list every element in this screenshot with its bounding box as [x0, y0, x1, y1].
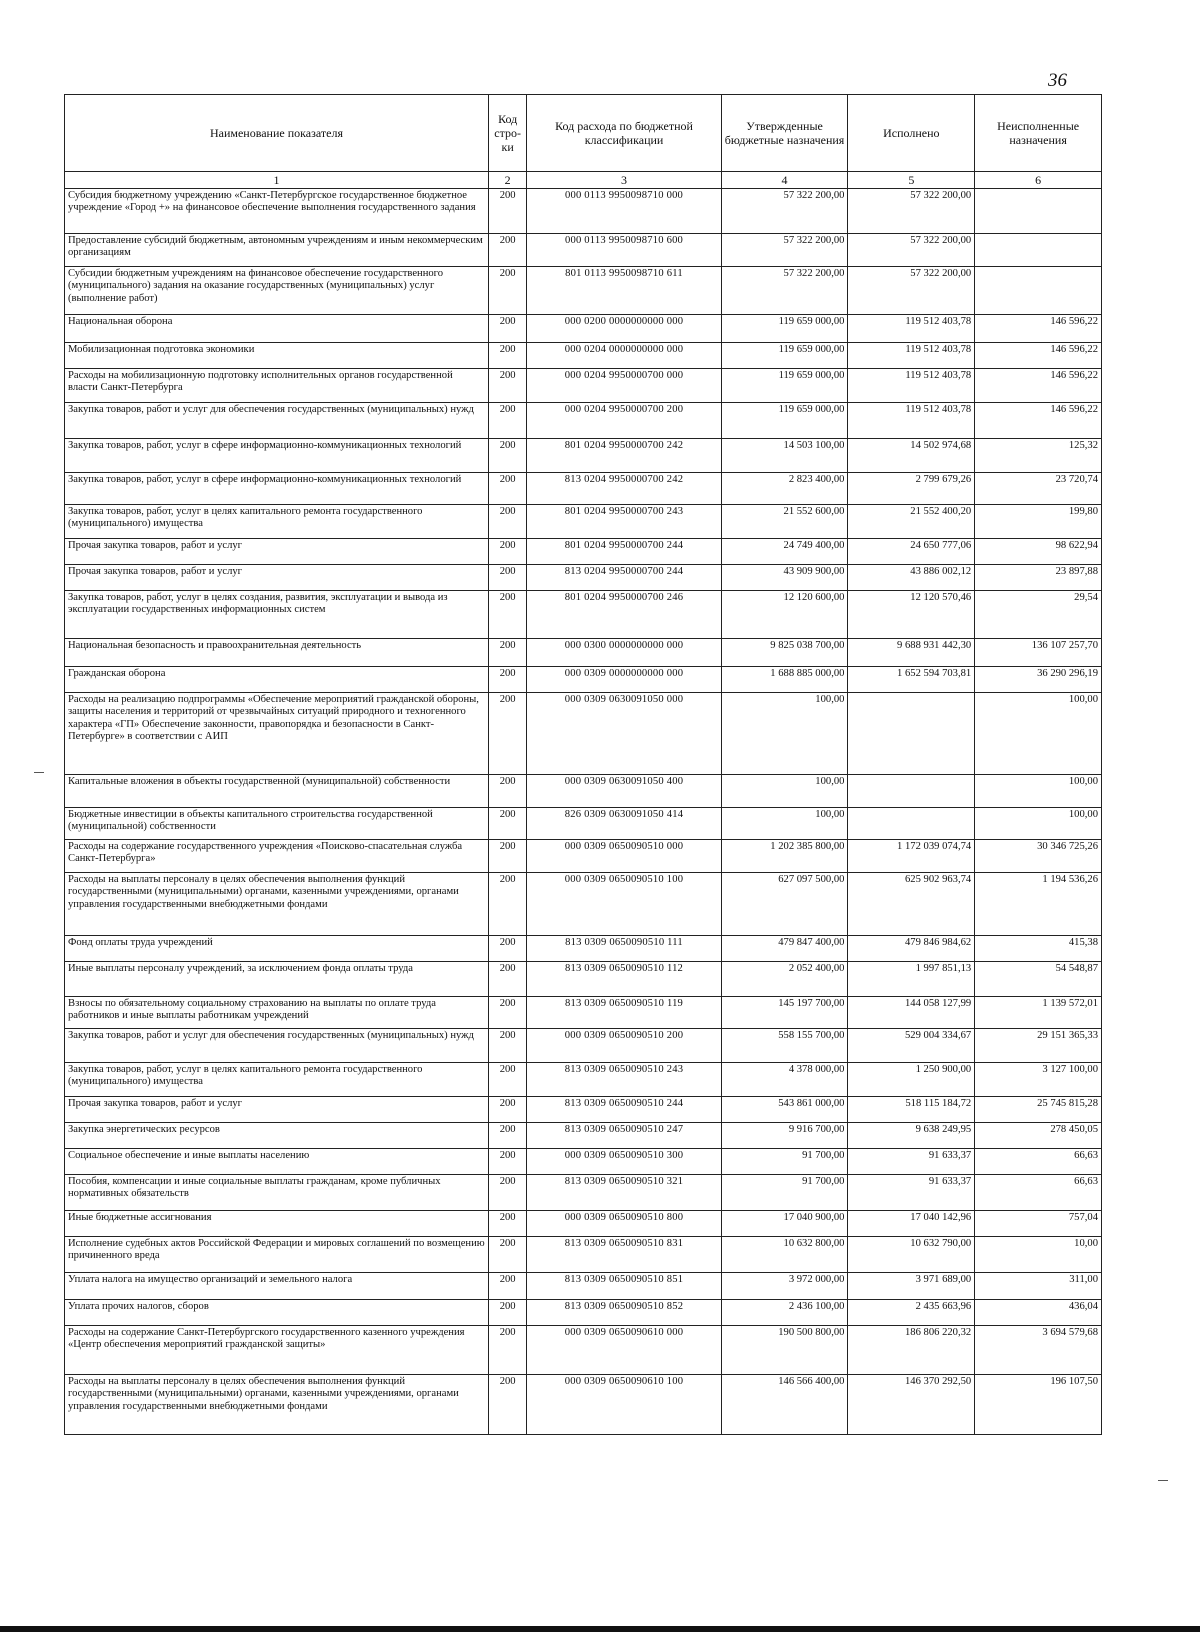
row-line-code: 200 [488, 962, 526, 997]
row-line-code: 200 [488, 775, 526, 808]
row-executed [848, 808, 975, 840]
row-line-code: 200 [488, 403, 526, 439]
table-row [65, 403, 1102, 439]
table-row [65, 667, 1102, 693]
row-name: Закупка товаров, работ, услуг в целях капитального ремонта государственного (муниципального) имущества [65, 505, 489, 539]
row-approved: 57 322 200,00 [721, 267, 848, 315]
row-line-code: 200 [488, 1123, 526, 1149]
table-row [65, 539, 1102, 565]
row-unexecuted: 1 194 536,26 [975, 873, 1102, 936]
row-expense-code: 813 0309 0650090510 831 [527, 1237, 721, 1273]
column-number: 3 [527, 172, 721, 189]
scan-edge [0, 1626, 1200, 1632]
table-row [65, 1029, 1102, 1063]
column-number: 1 [65, 172, 489, 189]
page-number: 36 [1048, 70, 1067, 91]
table-row [65, 1300, 1102, 1326]
row-approved: 119 659 000,00 [721, 343, 848, 369]
row-expense-code: 801 0204 9950000700 244 [527, 539, 721, 565]
row-expense-code: 000 0309 0650090510 300 [527, 1149, 721, 1175]
row-unexecuted: 23 897,88 [975, 565, 1102, 591]
row-line-code: 200 [488, 473, 526, 505]
row-unexecuted [975, 189, 1102, 234]
table-row [65, 565, 1102, 591]
header-line-code: Код стро-ки [488, 95, 526, 172]
row-executed: 2 435 663,96 [848, 1300, 975, 1326]
row-unexecuted [975, 234, 1102, 267]
row-name: Расходы на содержание Санкт-Петербургского государственного казенного учреждения «Центр обеспечения мероприятий гражданской защиты» [65, 1326, 489, 1375]
row-expense-code: 000 0309 0650090510 200 [527, 1029, 721, 1063]
row-name: Закупка товаров, работ, услуг в сфере информационно-коммуникационных технологий [65, 439, 489, 473]
row-expense-code: 000 0309 0650090510 800 [527, 1211, 721, 1237]
row-unexecuted: 100,00 [975, 693, 1102, 775]
row-executed: 24 650 777,06 [848, 539, 975, 565]
row-name: Бюджетные инвестиции в объекты капитального строительства государственной (муниципальной) собственности [65, 808, 489, 840]
table-row [65, 808, 1102, 840]
row-approved: 57 322 200,00 [721, 234, 848, 267]
table-header [65, 95, 1102, 189]
row-line-code: 200 [488, 639, 526, 667]
table-row [65, 439, 1102, 473]
row-line-code: 200 [488, 1149, 526, 1175]
row-line-code: 200 [488, 315, 526, 343]
row-approved: 17 040 900,00 [721, 1211, 848, 1237]
row-executed: 10 632 790,00 [848, 1237, 975, 1273]
row-name: Расходы на выплаты персоналу в целях обеспечения выполнения функций государственными (муниципальными) органами, казенными учреждениями, органами управления государственными внебюджетными фондами [65, 873, 489, 936]
row-name: Субсидия бюджетному учреждению «Санкт-Петербургское государственное бюджетное учреждение «Город +» на финансовое обеспечение выполнения государственного задания [65, 189, 489, 234]
row-name: Закупка товаров, работ, услуг в целях капитального ремонта государственного (муниципального) имущества [65, 1063, 489, 1097]
table-row [65, 1211, 1102, 1237]
row-expense-code: 813 0309 0650090510 852 [527, 1300, 721, 1326]
row-name: Капитальные вложения в объекты государственной (муниципальной) собственности [65, 775, 489, 808]
table-row [65, 1097, 1102, 1123]
row-expense-code: 813 0309 0650090510 111 [527, 936, 721, 962]
row-line-code: 200 [488, 1097, 526, 1123]
row-executed: 3 971 689,00 [848, 1273, 975, 1300]
table-row [65, 591, 1102, 639]
row-unexecuted: 66,63 [975, 1175, 1102, 1211]
margin-mark [1158, 1480, 1168, 1481]
row-expense-code: 813 0309 0650090510 247 [527, 1123, 721, 1149]
row-approved: 146 566 400,00 [721, 1375, 848, 1435]
row-name: Исполнение судебных актов Российской Федерации и мировых соглашений по возмещению причиненного вреда [65, 1237, 489, 1273]
table-row [65, 775, 1102, 808]
row-name: Предоставление субсидий бюджетным, автономным учреждениям и иным некоммерческим организациям [65, 234, 489, 267]
row-approved: 100,00 [721, 693, 848, 775]
row-executed: 119 512 403,78 [848, 369, 975, 403]
row-approved: 91 700,00 [721, 1149, 848, 1175]
row-name: Закупка товаров, работ и услуг для обеспечения государственных (муниципальных) нужд [65, 403, 489, 439]
row-approved: 558 155 700,00 [721, 1029, 848, 1063]
row-unexecuted: 146 596,22 [975, 315, 1102, 343]
row-name: Прочая закупка товаров, работ и услуг [65, 565, 489, 591]
table-row [65, 1123, 1102, 1149]
table-row [65, 936, 1102, 962]
row-approved: 4 378 000,00 [721, 1063, 848, 1097]
row-name: Субсидии бюджетным учреждениям на финансовое обеспечение государственного (муниципального) задания на оказание государственных (муниципальных) услуг (выполнение работ) [65, 267, 489, 315]
row-expense-code: 813 0309 0650090510 244 [527, 1097, 721, 1123]
column-number: 6 [975, 172, 1102, 189]
row-name: Мобилизационная подготовка экономики [65, 343, 489, 369]
row-line-code: 200 [488, 1326, 526, 1375]
row-name: Пособия, компенсации и иные социальные выплаты гражданам, кроме публичных нормативных обязательств [65, 1175, 489, 1211]
row-name: Закупка энергетических ресурсов [65, 1123, 489, 1149]
row-approved: 10 632 800,00 [721, 1237, 848, 1273]
row-unexecuted: 196 107,50 [975, 1375, 1102, 1435]
row-line-code: 200 [488, 1237, 526, 1273]
row-expense-code: 000 0204 9950000700 000 [527, 369, 721, 403]
row-expense-code: 813 0204 9950000700 244 [527, 565, 721, 591]
row-unexecuted: 311,00 [975, 1273, 1102, 1300]
row-line-code: 200 [488, 369, 526, 403]
row-unexecuted: 36 290 296,19 [975, 667, 1102, 693]
row-line-code: 200 [488, 565, 526, 591]
row-line-code: 200 [488, 997, 526, 1029]
row-executed: 1 250 900,00 [848, 1063, 975, 1097]
row-executed: 119 512 403,78 [848, 315, 975, 343]
row-executed: 529 004 334,67 [848, 1029, 975, 1063]
row-unexecuted: 100,00 [975, 808, 1102, 840]
row-line-code: 200 [488, 1175, 526, 1211]
row-name: Уплата налога на имущество организаций и земельного налога [65, 1273, 489, 1300]
row-name: Уплата прочих налогов, сборов [65, 1300, 489, 1326]
row-executed: 17 040 142,96 [848, 1211, 975, 1237]
row-executed: 9 688 931 442,30 [848, 639, 975, 667]
row-unexecuted: 125,32 [975, 439, 1102, 473]
row-expense-code: 000 0204 9950000700 200 [527, 403, 721, 439]
row-unexecuted: 757,04 [975, 1211, 1102, 1237]
table-row [65, 1273, 1102, 1300]
table-row [65, 693, 1102, 775]
header-indicator-name: Наименование показателя [65, 95, 489, 172]
row-approved: 1 688 885 000,00 [721, 667, 848, 693]
row-expense-code: 813 0309 0650090510 112 [527, 962, 721, 997]
row-approved: 2 052 400,00 [721, 962, 848, 997]
row-executed: 91 633,37 [848, 1149, 975, 1175]
header-approved: Утвержденные бюджетные назначения [721, 95, 848, 172]
row-unexecuted: 1 139 572,01 [975, 997, 1102, 1029]
row-executed: 91 633,37 [848, 1175, 975, 1211]
row-expense-code: 000 0309 0000000000 000 [527, 667, 721, 693]
row-line-code: 200 [488, 439, 526, 473]
row-approved: 2 823 400,00 [721, 473, 848, 505]
row-expense-code: 000 0200 0000000000 000 [527, 315, 721, 343]
table-row [65, 1175, 1102, 1211]
row-expense-code: 000 0113 9950098710 600 [527, 234, 721, 267]
row-approved: 119 659 000,00 [721, 315, 848, 343]
row-expense-code: 801 0113 9950098710 611 [527, 267, 721, 315]
row-executed [848, 775, 975, 808]
row-executed: 9 638 249,95 [848, 1123, 975, 1149]
row-name: Иные бюджетные ассигнования [65, 1211, 489, 1237]
row-name: Взносы по обязательному социальному страхованию на выплаты по оплате труда работников и иные выплаты работникам учреждений [65, 997, 489, 1029]
row-unexecuted: 29,54 [975, 591, 1102, 639]
row-expense-code: 801 0204 9950000700 243 [527, 505, 721, 539]
table-body [65, 189, 1102, 1435]
row-executed: 119 512 403,78 [848, 403, 975, 439]
row-executed: 43 886 002,12 [848, 565, 975, 591]
table-row [65, 962, 1102, 997]
table-row [65, 369, 1102, 403]
row-unexecuted: 146 596,22 [975, 403, 1102, 439]
row-expense-code: 000 0309 0650090610 000 [527, 1326, 721, 1375]
row-name: Национальная безопасность и правоохранительная деятельность [65, 639, 489, 667]
row-name: Фонд оплаты труда учреждений [65, 936, 489, 962]
row-executed: 57 322 200,00 [848, 234, 975, 267]
table-row [65, 873, 1102, 936]
row-name: Национальная оборона [65, 315, 489, 343]
row-executed: 479 846 984,62 [848, 936, 975, 962]
row-line-code: 200 [488, 505, 526, 539]
row-executed: 21 552 400,20 [848, 505, 975, 539]
row-name: Расходы на реализацию подпрограммы «Обеспечение мероприятий гражданской обороны, защиты населения и территорий от чрезвычайных ситуаций природного и техногенного характера «ГП» Обеспечение законности, правопорядка и безопасности в Санкт-Петербурге» в соответствии с АИП [65, 693, 489, 775]
table-row [65, 505, 1102, 539]
table-row [65, 639, 1102, 667]
row-executed: 186 806 220,32 [848, 1326, 975, 1375]
row-name: Расходы на выплаты персоналу в целях обеспечения выполнения функций государственными (муниципальными) органами, казенными учреждениями, органами управления государственными внебюджетными фондами [65, 1375, 489, 1435]
row-unexecuted: 136 107 257,70 [975, 639, 1102, 667]
header-executed: Исполнено [848, 95, 975, 172]
row-approved: 1 202 385 800,00 [721, 840, 848, 873]
table-row [65, 1063, 1102, 1097]
table-row [65, 234, 1102, 267]
row-executed [848, 693, 975, 775]
row-line-code: 200 [488, 343, 526, 369]
row-unexecuted: 146 596,22 [975, 343, 1102, 369]
column-number: 4 [721, 172, 848, 189]
row-approved: 24 749 400,00 [721, 539, 848, 565]
row-unexecuted: 199,80 [975, 505, 1102, 539]
row-line-code: 200 [488, 1063, 526, 1097]
row-name: Закупка товаров, работ и услуг для обеспечения государственных (муниципальных) нужд [65, 1029, 489, 1063]
row-unexecuted: 30 346 725,26 [975, 840, 1102, 873]
row-executed: 2 799 679,26 [848, 473, 975, 505]
row-executed: 625 902 963,74 [848, 873, 975, 936]
row-line-code: 200 [488, 1375, 526, 1435]
row-line-code: 200 [488, 1300, 526, 1326]
row-line-code: 200 [488, 1029, 526, 1063]
row-expense-code: 813 0309 0650090510 243 [527, 1063, 721, 1097]
row-line-code: 200 [488, 591, 526, 639]
row-approved: 43 909 900,00 [721, 565, 848, 591]
row-unexecuted: 415,38 [975, 936, 1102, 962]
table-row [65, 1326, 1102, 1375]
column-number-row [65, 172, 1102, 189]
row-expense-code: 813 0204 9950000700 242 [527, 473, 721, 505]
row-unexecuted: 98 622,94 [975, 539, 1102, 565]
table-row [65, 1237, 1102, 1273]
row-expense-code: 826 0309 0630091050 414 [527, 808, 721, 840]
row-expense-code: 801 0204 9950000700 242 [527, 439, 721, 473]
row-name: Закупка товаров, работ, услуг в целях создания, развития, эксплуатации и вывода из эксплуатации государственных информационных систем [65, 591, 489, 639]
row-executed: 119 512 403,78 [848, 343, 975, 369]
row-name: Прочая закупка товаров, работ и услуг [65, 539, 489, 565]
row-name: Закупка товаров, работ, услуг в сфере информационно-коммуникационных технологий [65, 473, 489, 505]
row-unexecuted: 25 745 815,28 [975, 1097, 1102, 1123]
row-line-code: 200 [488, 873, 526, 936]
table-row [65, 315, 1102, 343]
row-approved: 119 659 000,00 [721, 369, 848, 403]
row-line-code: 200 [488, 936, 526, 962]
row-expense-code: 000 0309 0650090610 100 [527, 1375, 721, 1435]
table-row [65, 997, 1102, 1029]
row-line-code: 200 [488, 667, 526, 693]
row-name: Социальное обеспечение и иные выплаты населению [65, 1149, 489, 1175]
row-name: Расходы на содержание государственного учреждения «Поисково-спасательная служба Санкт-Петербурга» [65, 840, 489, 873]
row-executed: 14 502 974,68 [848, 439, 975, 473]
row-executed: 146 370 292,50 [848, 1375, 975, 1435]
row-approved: 2 436 100,00 [721, 1300, 848, 1326]
row-executed: 1 997 851,13 [848, 962, 975, 997]
row-unexecuted [975, 267, 1102, 315]
row-approved: 91 700,00 [721, 1175, 848, 1211]
column-number: 5 [848, 172, 975, 189]
row-line-code: 200 [488, 267, 526, 315]
row-expense-code: 000 0309 0630091050 400 [527, 775, 721, 808]
row-executed: 1 172 039 074,74 [848, 840, 975, 873]
row-line-code: 200 [488, 840, 526, 873]
table-row [65, 1375, 1102, 1435]
row-approved: 3 972 000,00 [721, 1273, 848, 1300]
table-row [65, 473, 1102, 505]
row-name: Прочая закупка товаров, работ и услуг [65, 1097, 489, 1123]
row-unexecuted: 54 548,87 [975, 962, 1102, 997]
row-executed: 518 115 184,72 [848, 1097, 975, 1123]
row-line-code: 200 [488, 539, 526, 565]
table-row [65, 1149, 1102, 1175]
header-unexecuted: Неисполненные назначения [975, 95, 1102, 172]
row-line-code: 200 [488, 189, 526, 234]
row-expense-code: 813 0309 0650090510 321 [527, 1175, 721, 1211]
row-executed: 12 120 570,46 [848, 591, 975, 639]
row-unexecuted: 146 596,22 [975, 369, 1102, 403]
row-approved: 9 916 700,00 [721, 1123, 848, 1149]
budget-execution-table [64, 94, 1102, 1435]
row-executed: 144 058 127,99 [848, 997, 975, 1029]
row-line-code: 200 [488, 1211, 526, 1237]
row-line-code: 200 [488, 234, 526, 267]
table-row [65, 267, 1102, 315]
row-executed: 57 322 200,00 [848, 267, 975, 315]
row-approved: 21 552 600,00 [721, 505, 848, 539]
row-unexecuted: 23 720,74 [975, 473, 1102, 505]
row-expense-code: 000 0204 0000000000 000 [527, 343, 721, 369]
column-number: 2 [488, 172, 526, 189]
row-name: Гражданская оборона [65, 667, 489, 693]
row-unexecuted: 10,00 [975, 1237, 1102, 1273]
row-expense-code: 000 0309 0650090510 100 [527, 873, 721, 936]
row-line-code: 200 [488, 1273, 526, 1300]
row-approved: 9 825 038 700,00 [721, 639, 848, 667]
row-approved: 57 322 200,00 [721, 189, 848, 234]
row-approved: 100,00 [721, 775, 848, 808]
row-unexecuted: 436,04 [975, 1300, 1102, 1326]
row-approved: 627 097 500,00 [721, 873, 848, 936]
row-approved: 543 861 000,00 [721, 1097, 848, 1123]
row-unexecuted: 100,00 [975, 775, 1102, 808]
row-expense-code: 801 0204 9950000700 246 [527, 591, 721, 639]
row-approved: 145 197 700,00 [721, 997, 848, 1029]
row-unexecuted: 29 151 365,33 [975, 1029, 1102, 1063]
row-expense-code: 000 0300 0000000000 000 [527, 639, 721, 667]
row-expense-code: 813 0309 0650090510 119 [527, 997, 721, 1029]
row-approved: 119 659 000,00 [721, 403, 848, 439]
row-approved: 12 120 600,00 [721, 591, 848, 639]
row-executed: 1 652 594 703,81 [848, 667, 975, 693]
table-row [65, 840, 1102, 873]
row-unexecuted: 3 694 579,68 [975, 1326, 1102, 1375]
row-approved: 479 847 400,00 [721, 936, 848, 962]
row-executed: 57 322 200,00 [848, 189, 975, 234]
row-expense-code: 000 0113 9950098710 000 [527, 189, 721, 234]
row-name: Иные выплаты персоналу учреждений, за исключением фонда оплаты труда [65, 962, 489, 997]
row-approved: 100,00 [721, 808, 848, 840]
row-approved: 14 503 100,00 [721, 439, 848, 473]
row-expense-code: 000 0309 0650090510 000 [527, 840, 721, 873]
row-expense-code: 000 0309 0630091050 000 [527, 693, 721, 775]
row-unexecuted: 66,63 [975, 1149, 1102, 1175]
row-line-code: 200 [488, 693, 526, 775]
row-line-code: 200 [488, 808, 526, 840]
header-expense-code: Код расхода по бюджетной классификации [527, 95, 721, 172]
table-row [65, 189, 1102, 234]
margin-mark [34, 772, 44, 773]
row-approved: 190 500 800,00 [721, 1326, 848, 1375]
row-unexecuted: 278 450,05 [975, 1123, 1102, 1149]
row-unexecuted: 3 127 100,00 [975, 1063, 1102, 1097]
table-row [65, 343, 1102, 369]
row-expense-code: 813 0309 0650090510 851 [527, 1273, 721, 1300]
row-name: Расходы на мобилизационную подготовку исполнительных органов государственной власти Санкт-Петербурга [65, 369, 489, 403]
